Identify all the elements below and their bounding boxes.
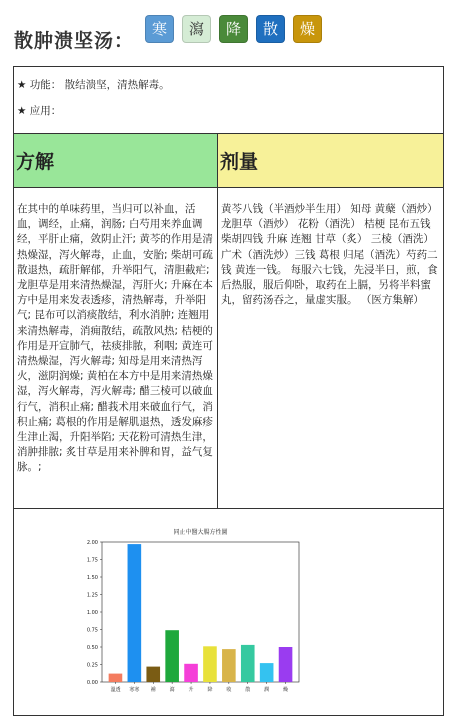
formula-explanation-header: 方解 — [14, 134, 218, 188]
bar-0 — [109, 674, 123, 682]
bar-5 — [203, 646, 217, 682]
page-title: 散肿溃坚汤： — [14, 30, 135, 52]
x-tick-label: 瀉 — [169, 687, 175, 693]
x-tick-label: 收 — [226, 687, 232, 693]
y-tick-label: 2.00 — [86, 540, 98, 546]
property-bar-chart — [14, 510, 442, 714]
bar-3 — [165, 630, 179, 682]
x-tick-label: 補 — [150, 687, 156, 693]
x-tick-label: 散 — [245, 687, 251, 693]
y-tick-label: 0.75 — [86, 627, 98, 634]
bar-8 — [260, 663, 274, 682]
chart-cell — [14, 509, 444, 716]
y-tick-label: 0.25 — [86, 662, 98, 669]
property-tag-cold[interactable]: 寒 — [145, 15, 174, 43]
x-tick-label: 燥 — [283, 687, 289, 693]
bar-7 — [241, 645, 255, 682]
x-tick-label: 潤 — [264, 687, 270, 693]
property-tag-disperse[interactable]: 散 — [256, 15, 285, 43]
bar-6 — [222, 649, 236, 682]
bar-4 — [184, 664, 198, 682]
x-tick-label: 降 — [207, 687, 213, 693]
function-line: ★ 功能： 散结溃坚，清热解毒。 — [17, 79, 170, 91]
y-tick-label: 1.00 — [86, 610, 98, 616]
chart-title: 同止中醫大腸方性圖 — [173, 529, 228, 536]
formula-explanation-text: 在其中的单味药里，当归可以补血，活血，调经，止痛，润肠; 白芍用来养血调经，平肝止痛，敛阴止汗; 黄芩的作用是清热燥湿，泻火解毒，止血，安胎; 柴胡可疏散退热，疏肝解郁，升举阳气，清胆截疟; 龙胆草是用来清热燥湿，泻肝火; 升麻在本方中是用来发表透疹，清热解毒，升举阳气; 昆布可以消痰散结，利水消肿; 连翘用来清热解毒，消痈散结，疏散风热; 桔梗的作用是开宣肺气，祛痰排脓，利咽; 黄连可清热燥湿，泻火解毒; 知母是用来清热泻火，滋阴润燥; 黄柏在本方中是用来清热燥湿，泻火解毒，泻火解毒; 醋三棱可以破血行气，消积止痛; 醋莪术用来破血行气，消积止痛; 葛根的作用是解肌退热，透发麻疹生津止渴，升阳举陷; 天花粉可清热生津，消肿排脓; 炙甘草是用来补脾和胃，益气复脉。; — [14, 188, 218, 509]
y-tick-label: 1.50 — [86, 575, 98, 581]
usage-line: ★ 应用： — [17, 105, 62, 117]
y-tick-label: 1.75 — [86, 557, 98, 564]
formula-table — [13, 66, 444, 716]
y-tick-label: 0.00 — [86, 680, 98, 686]
bar-1 — [128, 544, 142, 682]
x-tick-label: 溫透 — [110, 687, 121, 693]
function-cell — [14, 67, 444, 134]
dosage-text: 黄芩八钱（半酒炒半生用） 知母 黄蘖（酒炒） 龙胆草（酒炒） 花粉（酒洗） 桔梗 昆布五钱 柴胡四钱 升麻 连翘 甘草（炙） 三棱（酒洗） 广术（酒洗炒）三钱 葛根 归尾（酒洗）芍药二钱 黄连一钱。 每服六七钱，先浸半日，煎，食后热服，服后仰卧，取药在上膈，另将半料蜜丸，留药汤吞之，量虚实服。 （医方集解） — [218, 188, 444, 509]
y-tick-label: 0.50 — [86, 645, 98, 651]
property-tag-dry[interactable]: 燥 — [293, 15, 322, 43]
x-tick-label: 升 — [188, 687, 194, 693]
x-tick-label: 寒寒 — [129, 687, 140, 693]
property-tag-purge[interactable]: 瀉 — [182, 15, 211, 43]
bar-2 — [146, 667, 160, 682]
property-tag-descend[interactable]: 降 — [219, 15, 248, 43]
header — [0, 0, 457, 62]
dosage-header: 剂量 — [218, 134, 444, 188]
bar-9 — [279, 647, 293, 682]
y-tick-label: 1.25 — [86, 592, 98, 599]
